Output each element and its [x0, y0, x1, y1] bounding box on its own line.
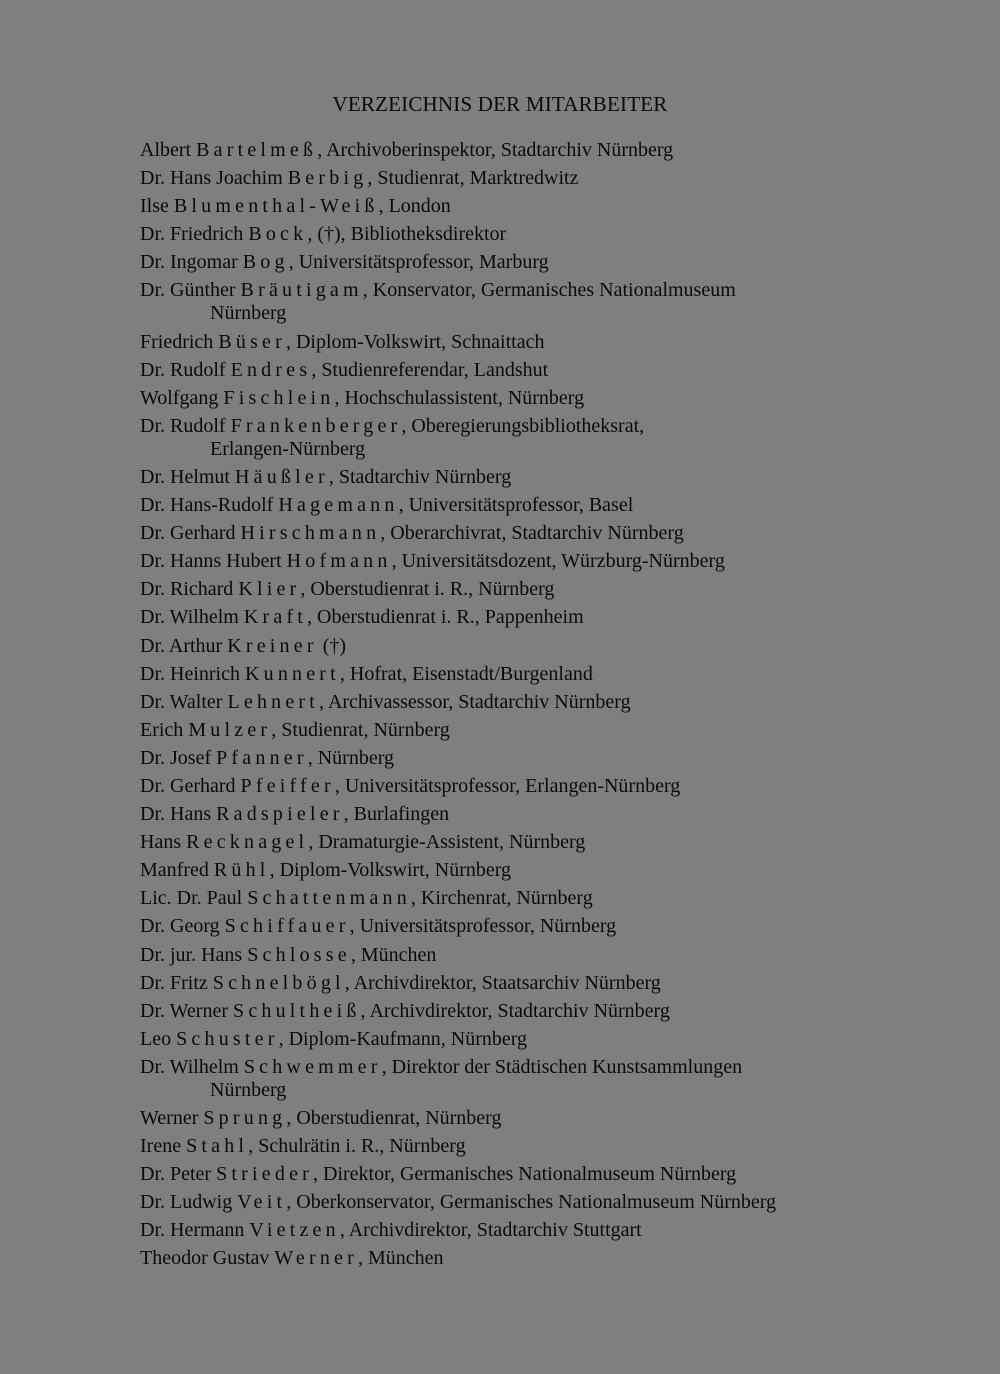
- contributor-surname: Pfanner: [216, 746, 308, 769]
- page-title: VERZEICHNIS DER MITARBEITER: [332, 92, 668, 116]
- contributor-prefix: Dr. Rudolf: [140, 358, 226, 381]
- contributor-surname: Rühl: [213, 859, 270, 882]
- contributor-details: , Oberstudienrat i. R., Pappenheim: [307, 606, 584, 629]
- contributor-surname: Fischlein: [223, 386, 335, 409]
- contributor-details: , Archivdirektor, Stadtarchiv Stuttgart: [339, 1219, 642, 1242]
- contributor-entry: [140, 914, 930, 938]
- contributor-prefix: Leo: [140, 1027, 172, 1050]
- contributor-surname: Veit: [237, 1191, 287, 1214]
- contributor-prefix: Dr. Helmut: [140, 465, 230, 488]
- contributor-prefix: Dr. Ludwig: [140, 1191, 233, 1214]
- contributor-entry: [140, 690, 930, 714]
- contributor-details: , Diplom-Volkswirt, Nürnberg: [269, 859, 512, 882]
- contributor-entry: [140, 1218, 930, 1242]
- contributor-details: , Direktor der Städtischen Kunstsammlungen: [381, 1055, 743, 1078]
- contributor-details: , Kirchenrat, Nürnberg: [410, 887, 593, 910]
- contributor-details: , Diplom-Volkswirt, Schnaittach: [285, 330, 545, 353]
- contributor-entry: [140, 718, 930, 742]
- contributor-prefix: Dr. Gerhard: [140, 522, 236, 545]
- contributor-prefix: Dr. jur. Hans: [140, 943, 243, 966]
- contributor-entry: [140, 138, 930, 162]
- contributor-details: , Konservator, Germanisches Nationalmuseum: [362, 279, 736, 302]
- contributor-details-continued: Nürnberg: [210, 302, 287, 325]
- contributor-entry: [140, 662, 930, 686]
- contributor-entry: [140, 330, 930, 354]
- contributor-details: , Universitätsprofessor, Nürnberg: [349, 915, 617, 938]
- contributor-prefix: Dr. Wilhelm: [140, 1055, 239, 1078]
- contributor-entry: [140, 1190, 930, 1214]
- contributor-surname: Schwemmer: [243, 1055, 382, 1078]
- contributor-surname: Hirschmann: [240, 522, 381, 545]
- contributor-details-continued: Erlangen-Nürnberg: [210, 437, 366, 460]
- contributor-prefix: Dr. Arthur: [140, 634, 223, 657]
- contributor-prefix: Dr. Gerhard: [140, 774, 236, 797]
- contributor-details: , Oberstudienrat, Nürnberg: [286, 1107, 502, 1129]
- contributor-surname: Berbig: [287, 167, 368, 190]
- contributor-details: , München: [350, 943, 437, 966]
- contributor-surname: Klier: [238, 578, 301, 601]
- contributor-entry: [140, 1162, 930, 1186]
- contributor-entry: [140, 166, 930, 190]
- contributor-entry: [140, 774, 930, 798]
- contributor-prefix: Ilse: [140, 195, 169, 218]
- contributor-prefix: Dr. Ingomar: [140, 251, 238, 274]
- contributor-prefix: Erich: [140, 718, 184, 741]
- contributor-details: , Studienrat, Nürnberg: [271, 718, 450, 741]
- contributor-surname: Schultheiß: [233, 999, 361, 1022]
- contributor-details: , Direktor, Germanisches Nationalmuseum Nürnberg: [313, 1163, 737, 1186]
- contributor-surname: Stahl: [186, 1135, 249, 1158]
- contributor-details: , Archivdirektor, Stadtarchiv Nürnberg: [360, 999, 670, 1022]
- contributor-details-continued: Nürnberg: [210, 1078, 287, 1101]
- contributor-details: , Hochschulassistent, Nürnberg: [334, 386, 585, 409]
- contributor-prefix: Dr. Georg: [140, 915, 220, 938]
- contributor-entry: [140, 521, 930, 545]
- contributor-surname: Büser: [218, 330, 286, 353]
- contributor-details: , Archivassessor, Stadtarchiv Nürnberg: [319, 690, 631, 713]
- contributor-details: , Oberstudienrat i. R., Nürnberg: [300, 578, 555, 601]
- contributor-prefix: Dr. Fritz: [140, 971, 208, 994]
- contributor-surname: Bog: [242, 251, 289, 274]
- contributor-surname: Hagemann: [278, 494, 399, 517]
- contributor-prefix: Theodor Gustav: [140, 1247, 270, 1270]
- contributor-surname: Mulzer: [188, 718, 272, 741]
- contributor-entry: [140, 858, 930, 882]
- contributor-entry: [140, 746, 930, 770]
- contributor-entry: [140, 222, 930, 246]
- contributor-prefix: Dr. Peter: [140, 1163, 212, 1186]
- contributor-prefix: Dr. Hermann: [140, 1219, 245, 1242]
- contributor-details: , Diplom-Kaufmann, Nürnberg: [278, 1027, 528, 1050]
- contributor-details: , London: [378, 195, 451, 218]
- contributor-entry: [140, 1055, 930, 1102]
- contributor-details: , Oberegierungsbibliotheksrat,: [401, 414, 645, 437]
- contributor-details: , Studienrat, Marktredwitz: [367, 167, 579, 190]
- contributor-prefix: Dr. Walter: [140, 690, 223, 713]
- contributor-surname: Blumenthal-Weiß: [173, 195, 379, 218]
- contributor-entry: [140, 465, 930, 489]
- contributor-prefix: Dr. Hans-Rudolf: [140, 494, 274, 517]
- contributor-surname: Endres: [230, 358, 312, 381]
- contributor-details: , Universitätsprofessor, Marburg: [288, 251, 549, 274]
- contributor-surname: Pfeiffer: [240, 774, 335, 797]
- contributor-surname: Bartelmeß: [196, 139, 318, 161]
- contributor-surname: Vietzen: [249, 1219, 340, 1242]
- contributor-prefix: Dr. Günther: [140, 279, 236, 302]
- contributor-details: , Archivoberinspektor, Stadtarchiv Nürnberg: [317, 139, 674, 161]
- contributor-surname: Kunnert: [244, 662, 340, 685]
- contributor-entry: [140, 802, 930, 826]
- contributor-prefix: Albert: [140, 139, 192, 161]
- contributor-surname: Schiffauer: [224, 915, 350, 938]
- contributor-entry: [140, 886, 930, 910]
- contributor-details: , Universitätsdozent, Würzburg-Nürnberg: [391, 550, 725, 573]
- contributor-entry: [140, 414, 930, 461]
- contributor-entry: [140, 577, 930, 601]
- contributor-details: , Stadtarchiv Nürnberg: [328, 465, 512, 488]
- contributor-prefix: Friedrich: [140, 330, 214, 353]
- contributor-surname: Schuster: [176, 1027, 279, 1050]
- contributor-prefix: Manfred: [140, 859, 209, 882]
- contributor-prefix: Dr. Josef: [140, 746, 212, 769]
- contributor-details: , Schulrätin i. R., Nürnberg: [248, 1135, 466, 1158]
- contributor-details: , Oberkonservator, Germanisches Nationalmuseum Nürnberg: [286, 1191, 777, 1214]
- contributor-entry: [140, 194, 930, 218]
- contributor-prefix: Dr. Rudolf: [140, 414, 226, 437]
- contributor-surname: Schlosse: [247, 943, 351, 966]
- contributor-prefix: Lic. Dr. Paul: [140, 887, 243, 910]
- contributor-surname: Werner: [274, 1247, 358, 1270]
- contributor-surname: Schnelbögl: [212, 971, 345, 994]
- contributor-surname: Schattenmann: [247, 887, 411, 910]
- contributor-entry: [140, 493, 930, 517]
- contributor-details: , Studienreferendar, Landshut: [311, 358, 549, 381]
- contributor-surname: Frankenberger: [230, 414, 402, 437]
- contributor-surname: Hofmann: [286, 550, 392, 573]
- contributor-entry: [140, 999, 930, 1023]
- contributor-entry: [140, 1134, 930, 1158]
- contributor-prefix: Dr. Werner: [140, 999, 228, 1022]
- contributor-prefix: Dr. Hans Joachim: [140, 167, 283, 190]
- contributor-details: , Burlafingen: [343, 803, 450, 826]
- contributor-entry: [140, 943, 930, 967]
- contributor-details: , Archivdirektor, Staatsarchiv Nürnberg: [344, 971, 661, 994]
- contributor-entry: [140, 549, 930, 573]
- contributor-list: [140, 138, 930, 1275]
- contributor-entry: [140, 278, 930, 325]
- contributor-details: , Universitätsprofessor, Erlangen-Nürnberg: [334, 774, 681, 797]
- contributor-prefix: Dr. Wilhelm: [140, 606, 239, 629]
- contributor-details: , Hofrat, Eisenstadt/Burgenland: [339, 662, 593, 685]
- contributor-entry: [140, 386, 930, 410]
- contributor-entry: [140, 1246, 930, 1270]
- contributor-entry: [140, 830, 930, 854]
- contributor-entry: [140, 1106, 930, 1130]
- contributor-surname: Sprung: [203, 1107, 287, 1129]
- contributor-surname: Kraft: [243, 606, 308, 629]
- contributor-surname: Bräutigam: [240, 279, 363, 302]
- contributor-surname: Recknagel: [186, 831, 309, 854]
- contributor-surname: Radspieler: [216, 803, 344, 826]
- contributor-details: (†): [317, 634, 347, 657]
- contributor-details: , München: [357, 1247, 444, 1270]
- contributor-details: , (†), Bibliotheksdirektor: [307, 223, 507, 246]
- contributor-details: , Dramaturgie-Assistent, Nürnberg: [308, 831, 586, 854]
- contributor-surname: Häußler: [235, 465, 329, 488]
- contributor-prefix: Wolfgang: [140, 386, 219, 409]
- contributor-entry: [140, 1027, 930, 1051]
- contributor-entry: [140, 358, 930, 382]
- contributor-surname: Kreiner: [227, 634, 318, 657]
- contributor-surname: Lehnert: [227, 690, 320, 713]
- contributor-prefix: Dr. Hans: [140, 803, 212, 826]
- contributor-prefix: Dr. Hanns Hubert: [140, 550, 282, 573]
- contributor-prefix: Dr. Friedrich: [140, 223, 244, 246]
- contributor-surname: Bock: [248, 223, 308, 246]
- contributor-prefix: Dr. Heinrich: [140, 662, 240, 685]
- contributor-entry: [140, 971, 930, 995]
- contributor-entry: [140, 634, 930, 658]
- contributor-details: , Oberarchivrat, Stadtarchiv Nürnberg: [380, 522, 684, 545]
- contributor-entry: [140, 605, 930, 629]
- contributor-prefix: Werner: [140, 1107, 199, 1129]
- contributor-entry: [140, 250, 930, 274]
- contributor-prefix: Hans: [140, 831, 182, 854]
- contributor-prefix: Dr. Richard: [140, 578, 234, 601]
- contributor-prefix: Irene: [140, 1135, 182, 1158]
- contributor-surname: Strieder: [216, 1163, 314, 1186]
- contributor-details: , Nürnberg: [307, 746, 394, 769]
- contributor-details: , Universitätsprofessor, Basel: [398, 494, 634, 517]
